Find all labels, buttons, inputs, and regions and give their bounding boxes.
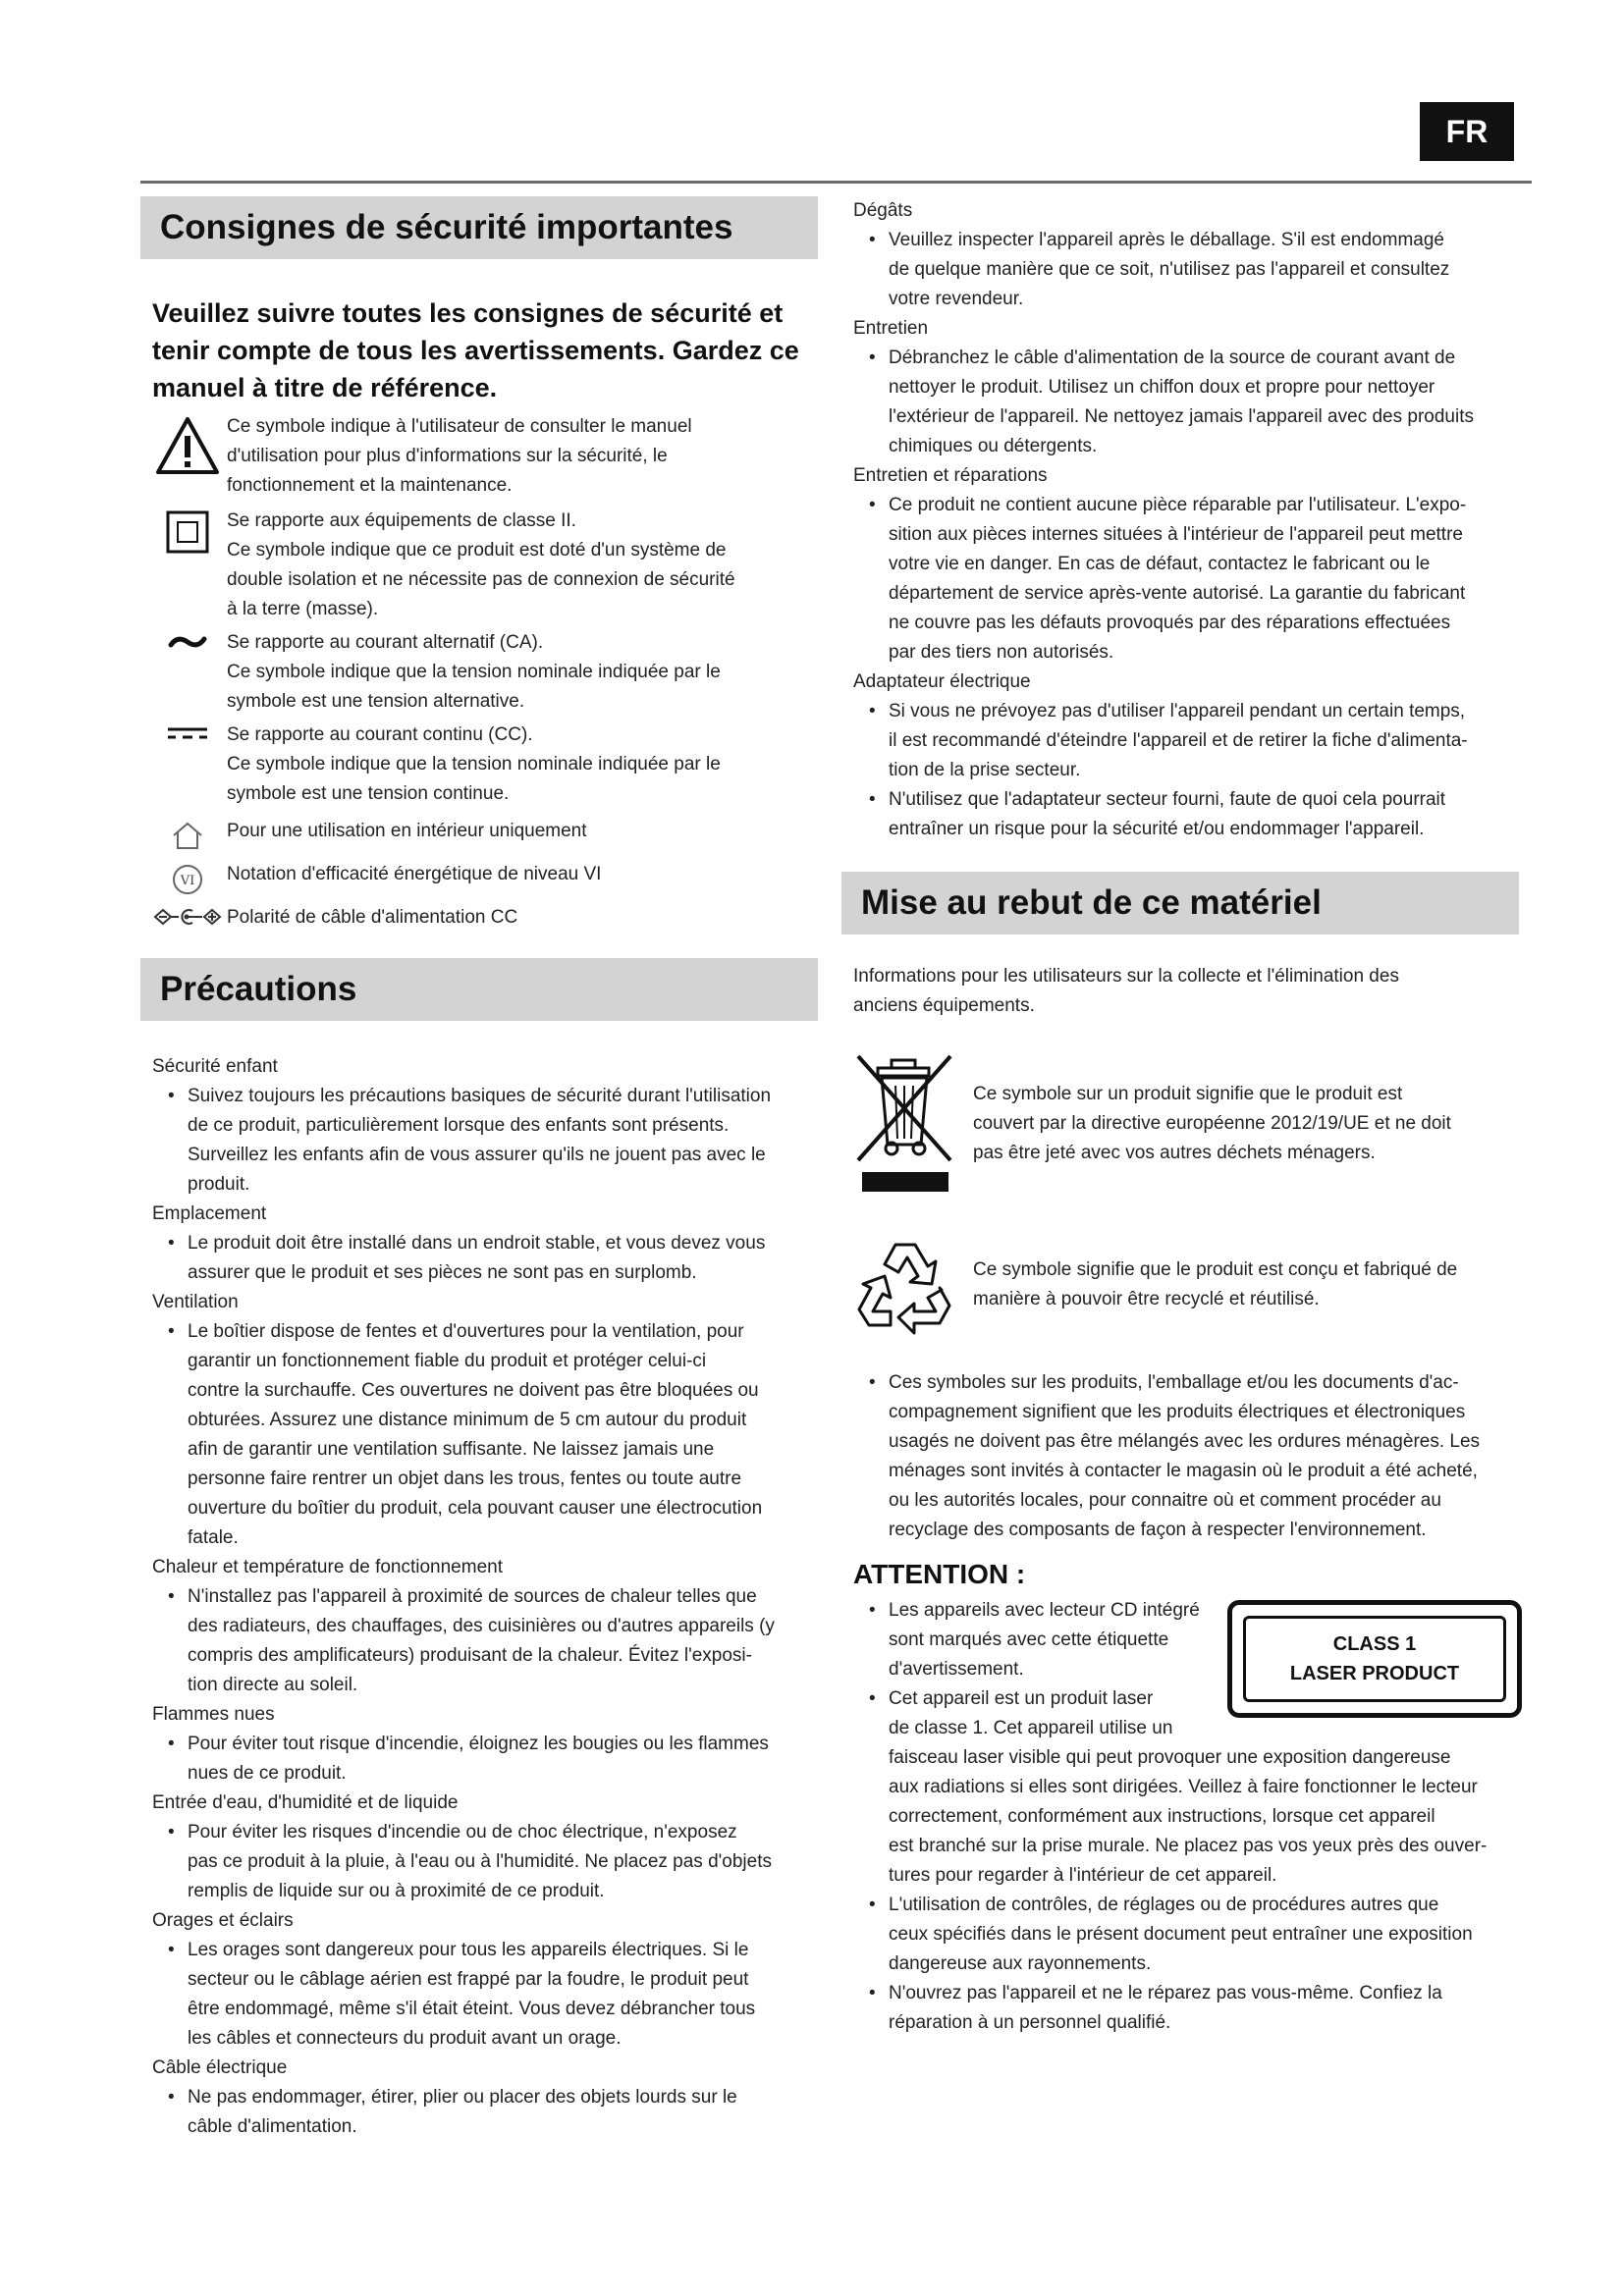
symbol-row bbox=[148, 628, 818, 717]
precaution-bullet: • Veuillez inspecter l'appareil après le déballage. S'il est endommagé de quelque manière que ce soit, n'utilisez pas l'appareil et consultez votre revendeur. bbox=[853, 226, 1529, 314]
precautions-list-continued bbox=[841, 196, 1529, 844]
disposal-bullet-text: • Ces symboles sur les produits, l'emballage et/ou les documents d'ac- compagnement signifient que les produits électriques et électroniques usagés ne doivent pas être mélangés avec les ordures ménagères. Les ménages sont invités à contacter le magasin où le produit a été acheté, ou les autorités locales, pour connaitre où et comment procéder au recyclage des composants de façon à respecter l'environnement. bbox=[853, 1368, 1529, 1545]
precaution-bullet: • Le produit doit être installé dans un endroit stable, et vous devez vous assurer que le produit et ses pièces ne sont pas en surplomb. bbox=[152, 1229, 818, 1288]
symbol-description: Polarité de câble d'alimentation CC bbox=[227, 907, 518, 928]
recycle-row bbox=[841, 1231, 1529, 1339]
precaution-bullet: • N'utilisez que l'adaptateur secteur fourni, faute de quoi cela pourrait entraîner un risque pour la sécurité et/ou endommager l'appareil. bbox=[853, 785, 1529, 844]
attention-bullet: • Les appareils avec lecteur CD intégré sont marqués avec cette étiquette d'avertissement. bbox=[853, 1596, 1529, 1684]
precaution-subheading: Adaptateur électrique bbox=[853, 671, 1031, 692]
precautions-list bbox=[140, 1052, 818, 2142]
precautions-section-title: Précautions bbox=[140, 958, 818, 1021]
crossed-bin-icon bbox=[841, 1050, 969, 1198]
precaution-subheading: Câble électrique bbox=[152, 2057, 288, 2078]
precaution-subheading: Ventilation bbox=[152, 1292, 239, 1312]
symbol-row bbox=[148, 817, 818, 850]
warning-triangle-icon bbox=[148, 412, 227, 475]
class-ii-double-square-icon bbox=[148, 507, 227, 554]
symbol-description: Se rapporte au courant alternatif (CA). Ce symbole indique que la tension nominale indiquée par le symbole est une tension alternative. bbox=[227, 632, 721, 712]
precaution-bullet: • Le boîtier dispose de fentes et d'ouvertures pour la ventilation, pour garantir un fonctionnement fiable du produit et protéger celui-ci contre la surchauffe. Ces ouvertures ne doivent pas être bloquées ou obturées. Assurez une distance minimum de 5 cm autour du produit afin de garantir une ventilation suffisante. Ne laissez jamais une personne faire rentrer un objet dans les trous, fentes ou toute autre ouverture du boîtier du produit, cela pouvant causer une électrocution fatale. bbox=[152, 1317, 818, 1553]
precaution-subheading: Sécurité enfant bbox=[152, 1056, 278, 1077]
precaution-bullet: • Pour éviter tout risque d'incendie, éloignez les bougies ou les flammes nues de ce produit. bbox=[152, 1730, 818, 1789]
precaution-subheading: Chaleur et température de fonctionnement bbox=[152, 1557, 503, 1577]
symbol-list bbox=[140, 412, 818, 933]
right-column bbox=[841, 196, 1529, 2038]
laser-product-label bbox=[1227, 1600, 1522, 1718]
symbol-description: Se rapporte aux équipements de classe II. Ce symbole indique que ce produit est doté d'un système de double isolation et ne nécessite pas de connexion de sécurité à la terre (masse). bbox=[227, 510, 735, 619]
left-column bbox=[140, 196, 818, 2142]
recycle-icon bbox=[841, 1231, 969, 1339]
symbol-row bbox=[148, 903, 818, 933]
precaution-subheading: Orages et éclairs bbox=[152, 1910, 294, 1931]
safety-section-title: Consignes de sécurité importantes bbox=[140, 196, 818, 259]
attention-title: ATTENTION : bbox=[853, 1559, 1026, 1589]
attention-bullet: • L'utilisation de contrôles, de réglages ou de procédures autres que ceux spécifiés dans le présent document peut entraîner une exposition dangereuse aux rayonnements. bbox=[853, 1891, 1529, 1979]
symbol-row bbox=[148, 507, 818, 624]
alternating-current-icon bbox=[148, 628, 227, 652]
precaution-bullet: • Débranchez le câble d'alimentation de la source de courant avant de nettoyer le produit. Utilisez un chiffon doux et propre pour nettoyer l'extérieur de l'appareil. Ne nettoyez jamais l'appareil avec des produits chimiques ou détergents. bbox=[853, 344, 1529, 461]
precaution-subheading: Entretien bbox=[853, 318, 929, 339]
precaution-subheading: Emplacement bbox=[152, 1203, 267, 1224]
disposal-bullet bbox=[841, 1368, 1529, 1545]
precaution-bullet: • Ce produit ne contient aucune pièce réparable par l'utilisateur. L'expo- sition aux pièces internes situées à l'intérieur de l'appareil peut mettre votre vie en danger. En cas de défaut, contactez le fabricant ou le département de service après-vente autorisé. La garantie du fabricant ne couvre pas les défauts provoqués par des réparations effectuées par des tiers non autorisés. bbox=[853, 491, 1529, 667]
svg-text:VI: VI bbox=[180, 874, 195, 888]
dc-polarity-icon bbox=[148, 903, 227, 927]
symbol-description: Notation d'efficacité énergétique de niveau VI bbox=[227, 864, 602, 884]
efficiency-level-vi-icon bbox=[148, 860, 227, 895]
weee-row bbox=[841, 1050, 1529, 1198]
symbol-row bbox=[148, 860, 818, 895]
precaution-bullet: • Si vous ne prévoyez pas d'utiliser l'appareil pendant un certain temps, il est recommandé d'éteindre l'appareil et de retirer la fiche d'alimenta- tion de la prise secteur. bbox=[853, 697, 1529, 785]
weee-description: Ce symbole sur un produit signifie que le produit est couvert par la directive européenne 2012/19/UE et ne doit pas être jeté avec vos autres déchets ménagers. bbox=[973, 1084, 1451, 1163]
disposal-intro bbox=[841, 962, 1529, 1021]
language-badge: FR bbox=[1420, 102, 1514, 161]
precaution-subheading: Dégâts bbox=[853, 200, 913, 221]
precaution-subheading: Entrée d'eau, d'humidité et de liquide bbox=[152, 1792, 459, 1813]
safety-intro: Veuillez suivre toutes les consignes de sécurité et tenir compte de tous les avertissements. Gardez ce manuel à titre de référence. bbox=[152, 298, 799, 402]
precaution-bullet: • Pour éviter les risques d'incendie ou de choc électrique, n'exposez pas ce produit à la pluie, à l'eau ou à l'humidité. Ne placez pas d'objets remplis de liquide sur ou à proximité de ce produit. bbox=[152, 1818, 818, 1906]
direct-current-icon bbox=[148, 721, 227, 742]
symbol-row bbox=[148, 721, 818, 809]
symbol-description: Ce symbole indique à l'utilisateur de consulter le manuel d'utilisation pour plus d'informations sur la sécurité, le fonctionnement et la maintenance. bbox=[227, 416, 692, 496]
symbol-description: Pour une utilisation en intérieur uniquement bbox=[227, 821, 587, 841]
disposal-section-title: Mise au rebut de ce matériel bbox=[841, 872, 1519, 934]
attention-bullet: • N'ouvrez pas l'appareil et ne le réparez pas vous-même. Confiez la réparation à un personnel qualifié. bbox=[853, 1979, 1529, 2038]
laser-label-line2: LASER PRODUCT bbox=[1289, 1663, 1460, 1684]
precaution-subheading: Entretien et réparations bbox=[853, 465, 1048, 486]
disposal-intro-text: Informations pour les utilisateurs sur la collecte et l'élimination des anciens équipements. bbox=[853, 966, 1399, 1016]
precaution-bullet: • Les orages sont dangereux pour tous les appareils électriques. Si le secteur ou le câblage aérien est frappé par la foudre, le produit peut être endommagé, même s'il était éteint. Vous devez débrancher tous les câbles et connecteurs du produit avant un orage. bbox=[152, 1936, 818, 2054]
indoor-house-icon bbox=[148, 817, 227, 850]
recycle-description: Ce symbole signifie que le produit est conçu et fabriqué de manière à pouvoir être recyclé et réutilisé. bbox=[973, 1259, 1458, 1309]
precaution-subheading: Flammes nues bbox=[152, 1704, 275, 1725]
attention-bullet: • Cet appareil est un produit laser de classe 1. Cet appareil utilise un faisceau laser visible qui peut provoquer une exposition dangereuse aux radiations si elles sont dirigées. Veillez à faire fonctionner le lecteur correctement, conformément aux instructions, lorsque cet appareil est branché sur la prise murale. Ne placez pas vos yeux près des ouver- tures pour regarder à l'intérieur de cet appareil. bbox=[853, 1684, 1529, 1891]
precaution-bullet: • N'installez pas l'appareil à proximité de sources de chaleur telles que des radiateurs, des chauffages, des cuisinières ou d'autres appareils (y compris des amplificateurs) produisant de la chaleur. Évitez l'exposi- tion directe au soleil. bbox=[152, 1582, 818, 1700]
laser-label-line1: CLASS 1 bbox=[1332, 1633, 1417, 1655]
precaution-bullet: • Ne pas endommager, étirer, plier ou placer des objets lourds sur le câble d'alimentation. bbox=[152, 2083, 818, 2142]
symbol-row bbox=[148, 412, 818, 501]
symbol-description: Se rapporte au courant continu (CC). Ce symbole indique que la tension nominale indiquée par le symbole est une tension continue. bbox=[227, 724, 721, 804]
precaution-bullet: • Suivez toujours les précautions basiques de sécurité durant l'utilisation de ce produit, particulièrement lorsque des enfants sont présents. Surveillez les enfants afin de vous assurer qu'ils ne jouent pas avec le produit. bbox=[152, 1082, 818, 1200]
top-divider bbox=[140, 181, 1532, 184]
